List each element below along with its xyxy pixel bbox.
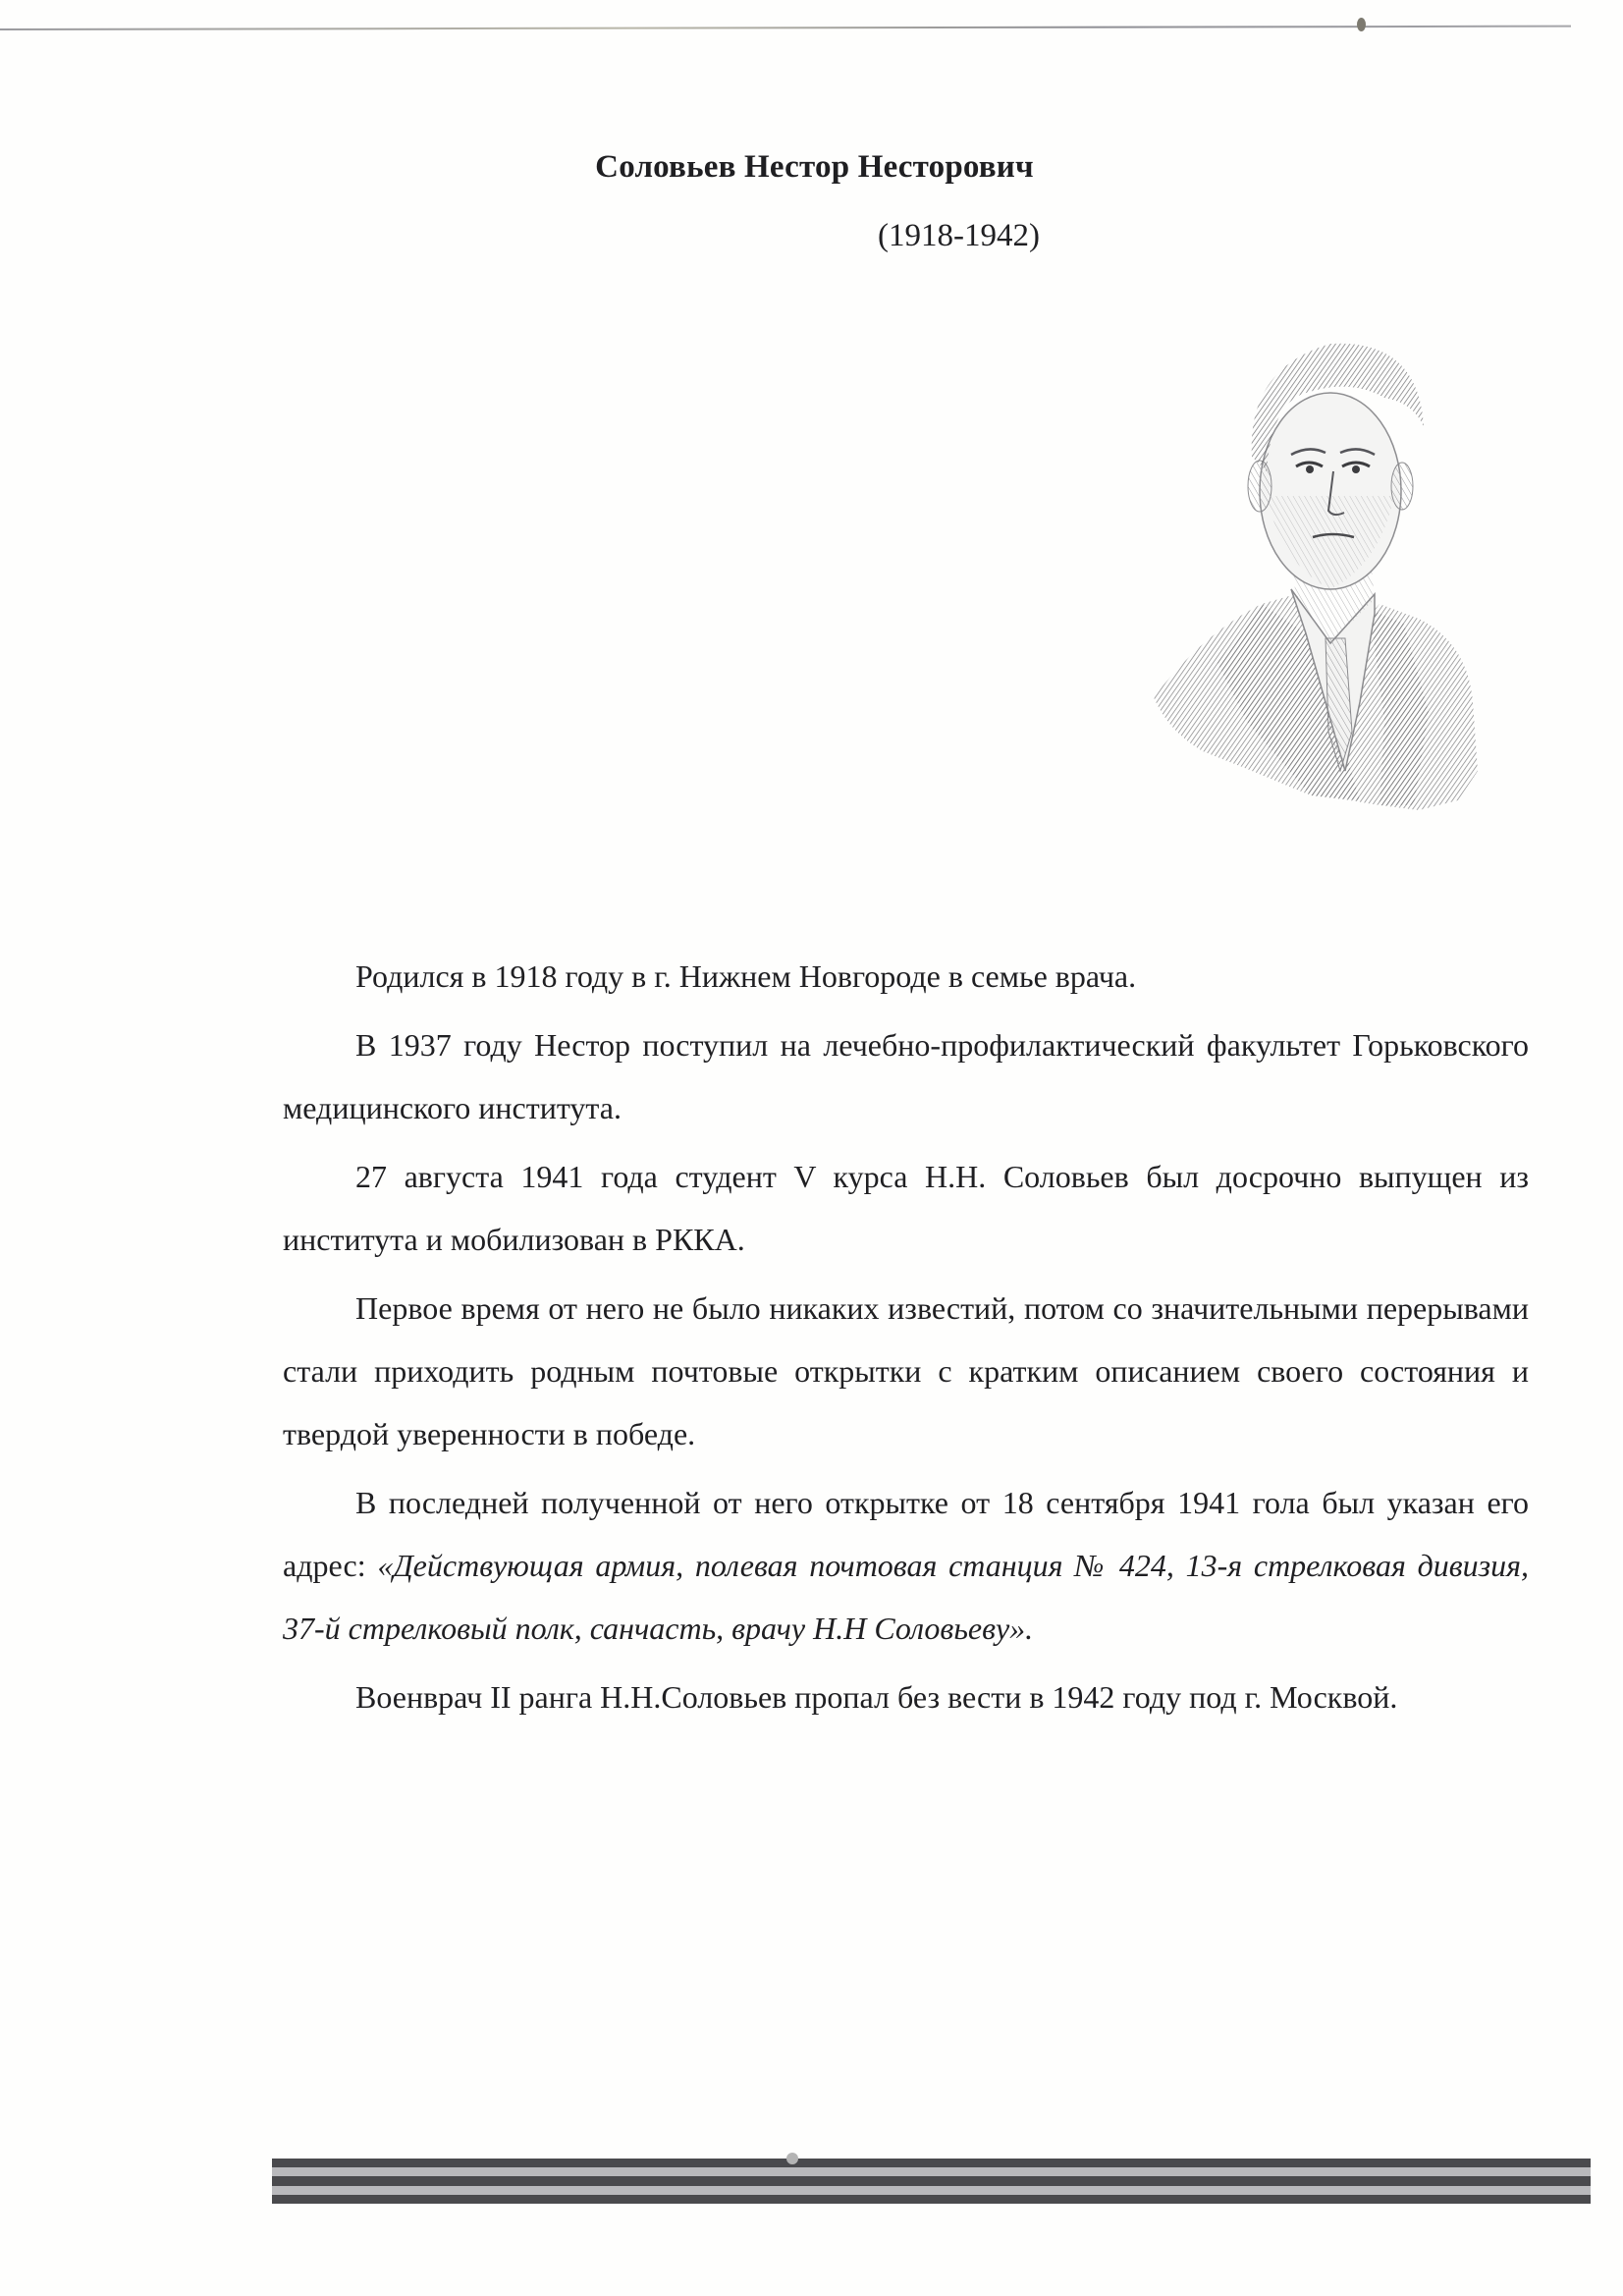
ribbon-stripe-dark xyxy=(272,2159,1591,2167)
scan-artifact-dot xyxy=(1357,18,1366,31)
ribbon-stripe-light xyxy=(272,2186,1591,2195)
page-title: Соловьев Нестор Несторович xyxy=(595,149,1034,185)
biography-text xyxy=(283,945,1529,1734)
paragraph-last-address xyxy=(283,1471,1529,1660)
portrait-sketch-icon xyxy=(1134,309,1517,840)
address-intro: В последней полученной от него открытке от 18 сентября 1941 гола был указан его адрес: xyxy=(283,1485,1529,1583)
paragraph-mobilization: 27 августа 1941 года студент V курса Н.Н. Соловьев был досрочно выпущен из института и мобилизован в РККА. xyxy=(283,1159,1529,1257)
ribbon-stripe-dark xyxy=(272,2176,1591,2185)
scan-edge-line xyxy=(0,26,1571,30)
life-years: (1918-1942) xyxy=(878,218,1040,253)
ribbon-stripe-light xyxy=(272,2167,1591,2176)
paragraph-birth: Родился в 1918 году в г. Нижнем Новгороде в семье врача. xyxy=(355,958,1137,994)
paragraph-education: В 1937 году Нестор поступил на лечебно-профилактический факультет Горьковского медицинского института. xyxy=(283,1027,1529,1125)
paragraph-correspondence: Первое время от него не было никаких известий, потом со значительными перерывами стали приходить родным почтовые открытки с кратким описанием своего состояния и твердой уверенности в победе. xyxy=(283,1290,1529,1451)
st-george-ribbon-icon xyxy=(272,2159,1591,2204)
scan-artifact-dot xyxy=(786,2153,798,2164)
address-quote: «Действующая армия, полевая почтовая станция № 424, 13-я стрелковая дивизия, 37-й стрелковый полк, санчасть, врачу Н.Н Соловьеву». xyxy=(283,1548,1530,1646)
paragraph-missing: Военврач II ранга Н.Н.Соловьев пропал без вести в 1942 году под г. Москвой. xyxy=(355,1679,1398,1715)
ribbon-stripe-dark xyxy=(272,2195,1591,2204)
portrait-image xyxy=(1134,309,1517,840)
